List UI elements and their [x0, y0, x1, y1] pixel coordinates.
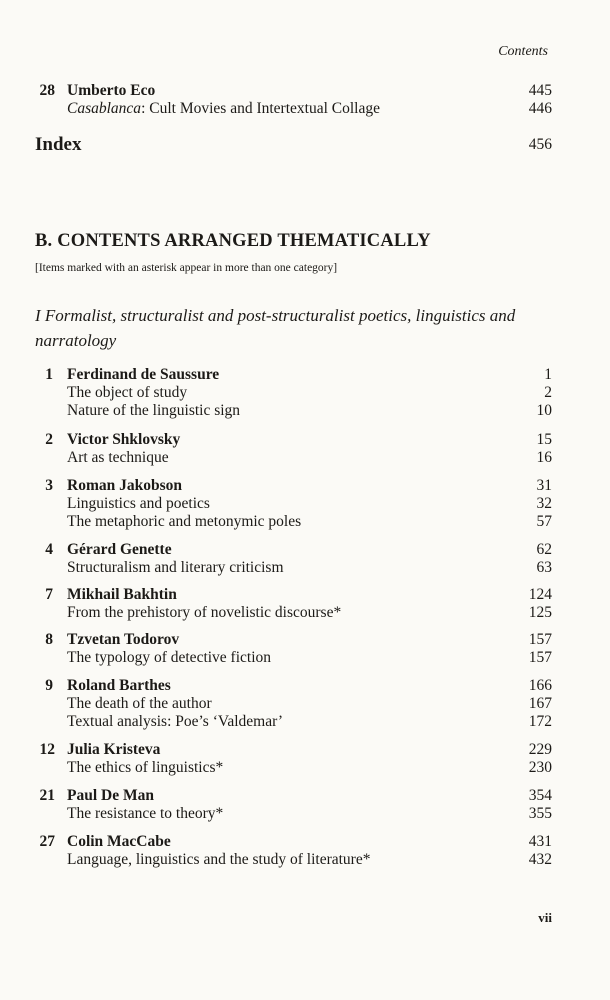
- essay-title: Linguistics and poetics: [67, 495, 210, 512]
- essay-title: The death of the author: [67, 695, 212, 712]
- author-row: [0, 741, 610, 759]
- entry-number: 21: [39, 787, 55, 804]
- author-page-number: 31: [536, 477, 552, 494]
- toc-entry: [0, 741, 610, 777]
- title-page-number: 446: [528, 100, 552, 117]
- title-row: [0, 384, 610, 402]
- entry-number: 1: [45, 366, 53, 383]
- essay-title-italic: Casablanca: [67, 100, 142, 117]
- entry-number: 8: [45, 631, 53, 648]
- title-page-number: 230: [528, 759, 552, 776]
- section-heading: B. CONTENTS ARRANGED THEMATICALLY: [35, 231, 431, 251]
- author-page-number: 431: [528, 833, 552, 850]
- title-page-number: 16: [536, 449, 552, 466]
- essay-title: The typology of detective fiction: [67, 649, 272, 666]
- toc-entry: [0, 677, 610, 731]
- title-row: [0, 495, 610, 513]
- title-page-number: 2: [544, 384, 552, 401]
- author-name: Ferdinand de Saussure: [67, 366, 220, 383]
- entry-number: 4: [45, 541, 53, 558]
- essay-title: Language, linguistics and the study of literature*: [67, 851, 371, 868]
- essay-title: Structuralism and literary criticism: [67, 559, 284, 576]
- author-page-number: 124: [528, 586, 552, 603]
- author-row: [0, 833, 610, 851]
- title-page-number: 355: [528, 805, 552, 822]
- author-row: [0, 431, 610, 449]
- author-page-number: 229: [528, 741, 552, 758]
- author-row: [0, 477, 610, 495]
- page-folio: vii: [538, 910, 552, 925]
- author-page-number: 15: [536, 431, 552, 448]
- title-page-number: 63: [536, 559, 552, 576]
- running-head: Contents: [498, 44, 548, 59]
- title-row: [0, 713, 610, 731]
- author-row: [0, 541, 610, 559]
- title-row: [0, 604, 610, 622]
- author-name: Colin MacCabe: [67, 833, 171, 850]
- entry-number: 7: [45, 586, 53, 603]
- author-name: Roman Jakobson: [67, 477, 182, 494]
- author-page-number: 354: [528, 787, 552, 804]
- author-row: [0, 586, 610, 604]
- author-page-number: 166: [528, 677, 552, 694]
- title-row: [0, 513, 610, 531]
- essay-title: The object of study: [67, 384, 188, 401]
- entry-number: 9: [45, 677, 53, 694]
- title-row: [0, 100, 610, 118]
- author-name: Tzvetan Todorov: [67, 631, 180, 648]
- title-page-number: 125: [528, 604, 552, 621]
- author-page-number: 62: [536, 541, 552, 558]
- title-row: [0, 649, 610, 667]
- title-row: [0, 559, 610, 577]
- author-row: [0, 787, 610, 805]
- toc-entry: [0, 631, 610, 667]
- toc-entry: [0, 477, 610, 531]
- author-name: Umberto Eco: [67, 82, 156, 99]
- title-row: [0, 402, 610, 420]
- author-row: [0, 366, 610, 384]
- entry-number: 28: [39, 82, 55, 99]
- title-row: [0, 695, 610, 713]
- author-row: [0, 677, 610, 695]
- entry-number: 3: [45, 477, 53, 494]
- category-heading: I Formalist, structuralist and post-structuralist poetics, linguistics and narratology: [35, 306, 516, 350]
- essay-title: Art as technique: [67, 449, 169, 466]
- author-page-number: 1: [544, 366, 552, 383]
- essay-title: The resistance to theory*: [67, 805, 224, 822]
- author-name: Victor Shklovsky: [67, 431, 181, 448]
- toc-entry: [0, 366, 610, 420]
- title-row: [0, 449, 610, 467]
- section-note: [Items marked with an asterisk appear in more than one category]: [35, 262, 338, 274]
- title-page-number: 167: [528, 695, 552, 712]
- title-page-number: 57: [536, 513, 552, 530]
- title-page-number: 172: [528, 713, 552, 730]
- essay-title: [67, 100, 380, 118]
- toc-entry-eco: [0, 82, 610, 118]
- essay-title: From the prehistory of novelistic discourse*: [67, 604, 342, 621]
- entry-number: 2: [45, 431, 53, 448]
- title-page-number: 32: [536, 495, 552, 512]
- essay-title-rest: : Cult Movies and Intertextual Collage: [141, 100, 380, 117]
- title-page-number: 10: [536, 402, 552, 419]
- essay-title: The ethics of linguistics*: [67, 759, 224, 776]
- entry-number: 12: [39, 741, 55, 758]
- toc-entry: [0, 787, 610, 823]
- index-page-number: 456: [528, 136, 552, 153]
- entry-number: 27: [39, 833, 55, 850]
- author-name: Gérard Genette: [67, 541, 172, 558]
- title-row: [0, 805, 610, 823]
- index-label: Index: [35, 134, 82, 155]
- title-page-number: 432: [528, 851, 552, 868]
- toc-entry: [0, 586, 610, 622]
- author-name: Paul De Man: [67, 787, 154, 804]
- toc-entry: [0, 541, 610, 577]
- author-name: Mikhail Bakhtin: [67, 586, 177, 603]
- toc-entry: [0, 431, 610, 467]
- author-page-number: 157: [528, 631, 552, 648]
- essay-title: Textual analysis: Poe’s ‘Valdemar’: [67, 713, 284, 730]
- toc-entry: [0, 833, 610, 869]
- title-row: [0, 759, 610, 777]
- author-row: [0, 631, 610, 649]
- author-name: Julia Kristeva: [67, 741, 161, 758]
- title-page-number: 157: [528, 649, 552, 666]
- author-name: Roland Barthes: [67, 677, 171, 694]
- essay-title: Nature of the linguistic sign: [67, 402, 241, 419]
- essay-title: The metaphoric and metonymic poles: [67, 513, 302, 530]
- author-page-number: 445: [528, 82, 552, 99]
- author-row: [0, 82, 610, 100]
- title-row: [0, 851, 610, 869]
